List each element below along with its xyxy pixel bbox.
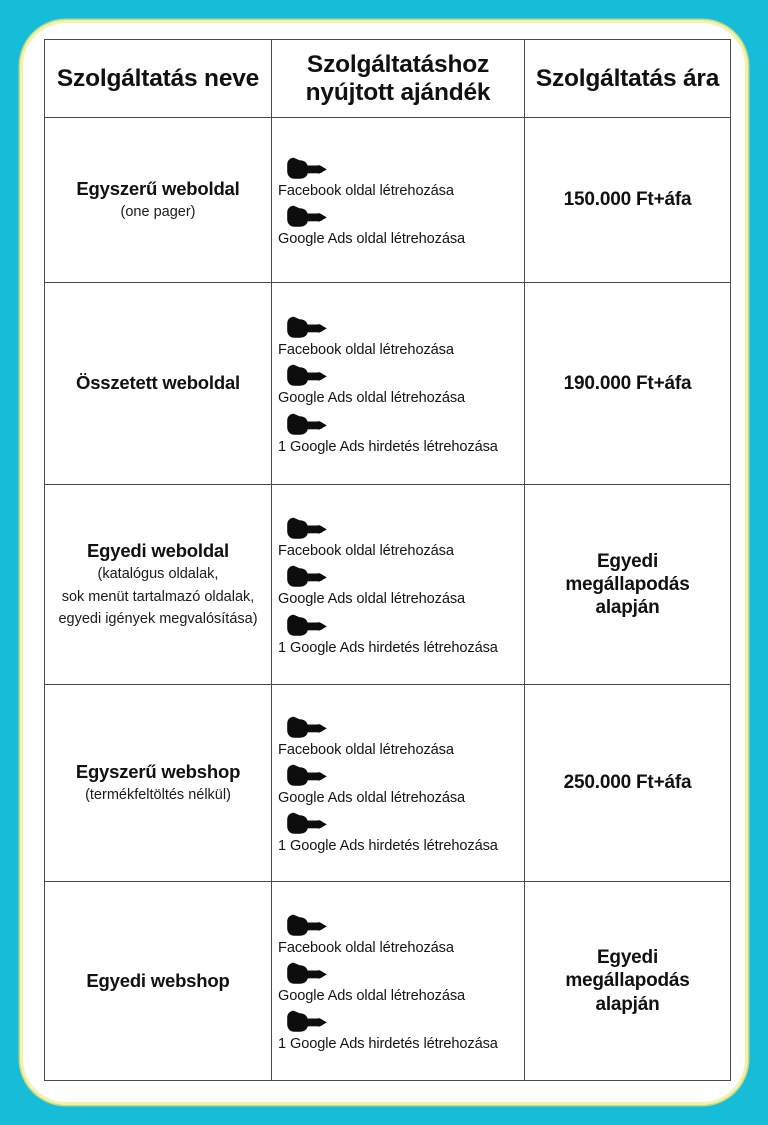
gift-label: Google Ads oldal létrehozása bbox=[278, 987, 466, 1004]
gift-cell bbox=[272, 685, 525, 882]
pointing-hand-right-icon bbox=[282, 959, 328, 987]
service-price-line: Egyedi megállapodás bbox=[565, 947, 690, 992]
table-row bbox=[45, 882, 731, 1081]
table-row bbox=[45, 283, 731, 485]
table-row bbox=[45, 485, 731, 685]
service-name-subtitle: (one pager) bbox=[120, 204, 196, 221]
table-row bbox=[45, 685, 731, 882]
service-name-title: Egyedi weboldal bbox=[87, 540, 229, 562]
pointing-hand-right-icon bbox=[282, 713, 328, 741]
price-list-card bbox=[20, 20, 748, 1105]
pointing-hand-right-icon bbox=[282, 562, 328, 590]
service-price-cell bbox=[525, 485, 731, 685]
gift-item bbox=[278, 713, 524, 759]
gift-cell bbox=[272, 882, 525, 1081]
pointing-hand-right-icon bbox=[282, 809, 328, 837]
service-name-cell bbox=[45, 283, 272, 485]
service-name-subtitle: egyedi igények megvalósítása) bbox=[58, 610, 258, 627]
service-price-line: 190.000 Ft+áfa bbox=[563, 372, 692, 394]
table-header-row bbox=[45, 40, 731, 118]
gift-item bbox=[278, 911, 524, 957]
gift-label: 1 Google Ads hirdetés létrehozása bbox=[278, 1036, 498, 1053]
column-header-gift bbox=[272, 40, 525, 118]
service-name-title: Egyszerű webshop bbox=[75, 760, 241, 782]
column-header-price bbox=[525, 40, 731, 118]
service-name-subtitle: (katalógus oldalak, bbox=[97, 566, 219, 583]
service-price-line: Egyedi megállapodás bbox=[565, 550, 690, 595]
gift-label: Facebook oldal létrehozása bbox=[278, 182, 454, 199]
column-header-line: Szolgáltatás ára bbox=[535, 64, 720, 92]
gift-item bbox=[278, 154, 524, 200]
service-name-title: Egyszerű weboldal bbox=[76, 177, 240, 199]
gift-item bbox=[278, 313, 524, 359]
pointing-hand-right-icon bbox=[282, 611, 328, 639]
column-header-line: Szolgáltatáshoz bbox=[306, 50, 490, 78]
service-price-cell bbox=[525, 685, 731, 882]
service-name-cell bbox=[45, 118, 272, 283]
service-name-cell bbox=[45, 882, 272, 1081]
pointing-hand-right-icon bbox=[282, 313, 328, 341]
service-price-cell bbox=[525, 283, 731, 485]
pointing-hand-right-icon bbox=[282, 1007, 328, 1035]
gift-label: Facebook oldal létrehozása bbox=[278, 342, 454, 359]
gift-label: Facebook oldal létrehozása bbox=[278, 543, 454, 560]
gift-cell bbox=[272, 118, 525, 283]
service-name-title: Összetett weboldal bbox=[76, 372, 240, 394]
gift-label: Google Ads oldal létrehozása bbox=[278, 390, 466, 407]
gift-item bbox=[278, 410, 524, 456]
gift-label: Google Ads oldal létrehozása bbox=[278, 591, 466, 608]
pointing-hand-right-icon bbox=[282, 154, 328, 182]
pointing-hand-right-icon bbox=[282, 202, 328, 230]
gift-item bbox=[278, 514, 524, 560]
column-header-line: Szolgáltatás neve bbox=[56, 64, 260, 92]
gift-item bbox=[278, 361, 524, 407]
gift-label: 1 Google Ads hirdetés létrehozása bbox=[278, 438, 498, 455]
service-price-line: 150.000 Ft+áfa bbox=[563, 189, 692, 211]
service-price-table bbox=[44, 39, 731, 1081]
gift-cell bbox=[272, 283, 525, 485]
gift-label: Facebook oldal létrehozása bbox=[278, 741, 454, 758]
gift-item bbox=[278, 611, 524, 657]
pointing-hand-right-icon bbox=[282, 410, 328, 438]
gift-item bbox=[278, 202, 524, 248]
gift-label: 1 Google Ads hirdetés létrehozása bbox=[278, 639, 498, 656]
gift-label: Facebook oldal létrehozása bbox=[278, 939, 454, 956]
table-body bbox=[45, 118, 731, 1081]
service-price-line: alapján bbox=[595, 993, 660, 1015]
table-row bbox=[45, 118, 731, 283]
service-price-line: alapján bbox=[595, 597, 660, 619]
gift-label: Google Ads oldal létrehozása bbox=[278, 231, 466, 247]
service-name-subtitle: sok menüt tartalmazó oldalak, bbox=[61, 588, 255, 605]
service-price-cell bbox=[525, 882, 731, 1081]
service-name-cell bbox=[45, 485, 272, 685]
service-price-line: 250.000 Ft+áfa bbox=[563, 772, 692, 794]
service-price-cell bbox=[525, 118, 731, 283]
gift-item bbox=[278, 959, 524, 1005]
gift-item bbox=[278, 809, 524, 855]
service-name-subtitle: (termékfeltöltés nélkül) bbox=[85, 787, 231, 804]
gift-label: 1 Google Ads hirdetés létrehozása bbox=[278, 838, 498, 855]
service-name-title: Egyedi webshop bbox=[86, 969, 230, 991]
pointing-hand-right-icon bbox=[282, 361, 328, 389]
pointing-hand-right-icon bbox=[282, 911, 328, 939]
gift-item bbox=[278, 761, 524, 807]
gift-cell bbox=[272, 485, 525, 685]
pointing-hand-right-icon bbox=[282, 761, 328, 789]
column-header-service-name bbox=[45, 40, 272, 118]
pointing-hand-right-icon bbox=[282, 514, 328, 542]
column-header-line: nyújtott ajándék bbox=[305, 78, 491, 106]
gift-item bbox=[278, 1007, 524, 1053]
table-header bbox=[45, 40, 731, 118]
gift-item bbox=[278, 562, 524, 608]
gift-label: Google Ads oldal létrehozása bbox=[278, 789, 466, 806]
service-name-cell bbox=[45, 685, 272, 882]
